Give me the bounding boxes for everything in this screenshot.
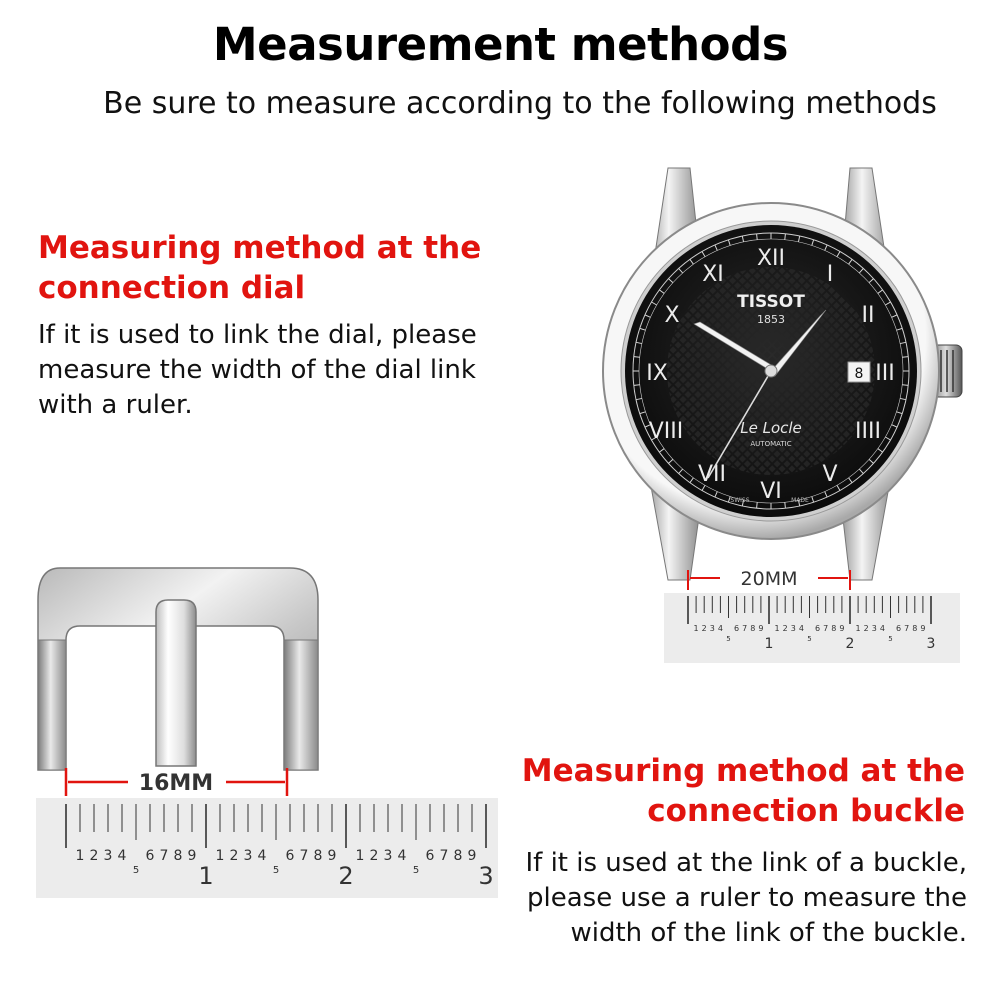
buckle-method-heading [510,751,965,831]
buckle-method-body: If it is used at the link of a buckle, please use a ruler to measure the width of the link of the buckle. [525,848,967,948]
buckle-ruler [36,760,498,900]
page-title: Measurement methods [212,18,789,71]
ruler-digit: 6 [896,624,902,633]
buckle-heading-line2: connection buckle [647,793,965,829]
ruler-digit: 6 [815,624,821,633]
watch-swiss: SWISS [730,497,750,504]
ruler-digit: 2 [89,848,99,864]
ruler-number: 1 [764,636,774,652]
ruler-digit: 2 [863,624,869,633]
ruler-digit: 5 [412,865,420,876]
ruler-digit: 9 [920,624,926,633]
ruler-digit: 3 [243,848,253,864]
watch-made: MADE [791,497,809,504]
watch-automatic: AUTOMATIC [750,440,792,448]
svg-text:XII: XII [756,246,786,271]
ruler-digit: 6 [145,848,155,864]
ruler-digit: 7 [742,624,748,633]
dial-method-heading [38,228,498,308]
ruler-digit: 1 [855,624,861,633]
watch-ruler [664,568,964,665]
ruler-digit: 5 [888,635,893,643]
ruler-digit: 9 [327,848,337,864]
ruler-digit: 7 [823,624,829,633]
ruler-digit: 9 [467,848,477,864]
ruler-digit: 8 [831,624,837,633]
ruler-digit: 9 [187,848,197,864]
buckle-heading-line1: Measuring method at the [521,753,965,789]
ruler-digit: 5 [726,635,731,643]
ruler-digit: 2 [229,848,239,864]
dial-heading-line1: Measuring method at the [38,230,482,266]
ruler-digit: 2 [369,848,379,864]
ruler-digit: 3 [709,624,715,633]
ruler-digit: 4 [397,848,407,864]
ruler-digit: 4 [257,848,267,864]
ruler-digit: 1 [75,848,85,864]
ruler-digit: 3 [790,624,796,633]
ruler-number: 3 [478,862,494,890]
svg-text:VII: VII [697,462,727,487]
ruler-digit: 1 [355,848,365,864]
ruler-digit: 2 [782,624,788,633]
dial-method-body: If it is used to link the dial, please measure the width of the dial link with a ruler. [38,320,477,420]
ruler-digit: 4 [117,848,127,864]
ruler-digit: 1 [774,624,780,633]
ruler-digit: 4 [717,624,723,633]
watch-brand: TISSOT [737,292,805,312]
ruler-digit: 8 [173,848,183,864]
ruler-digit: 6 [425,848,435,864]
svg-text:V: V [822,462,838,487]
ruler-number: 2 [845,636,855,652]
ruler-digit: 3 [871,624,877,633]
watch-script: Le Locle [740,419,802,437]
buckle-tongue [156,600,196,766]
ruler-digit: 8 [750,624,756,633]
ruler-digit: 1 [693,624,699,633]
ruler-digit: 3 [383,848,393,864]
dial-heading-line2: connection dial [38,270,306,306]
watch-measure-label: 20MM [740,568,798,590]
ruler-digit: 7 [159,848,169,864]
watch-year: 1853 [757,313,785,326]
ruler-digit: 6 [285,848,295,864]
svg-text:IX: IX [646,361,668,386]
svg-text:XI: XI [702,262,724,287]
svg-text:III: III [875,361,895,386]
date-value: 8 [854,366,864,382]
buckle-measure-label: 16MM [138,771,214,796]
svg-text:VI: VI [760,479,782,504]
ruler-digit: 7 [439,848,449,864]
ruler-digit: 5 [132,865,140,876]
ruler-digit: 1 [215,848,225,864]
svg-text:X: X [664,303,680,328]
ruler-digit: 9 [758,624,764,633]
page-subtitle: Be sure to measure according to the following methods [103,86,937,121]
ruler-digit: 5 [272,865,280,876]
svg-text:VIII: VIII [648,419,684,444]
ruler-digit: 8 [912,624,918,633]
ruler-digit: 2 [701,624,707,633]
ruler-digit: 9 [839,624,845,633]
ruler-digit: 3 [103,848,113,864]
ruler-digit: 7 [904,624,910,633]
ruler-digit: 8 [453,848,463,864]
ruler-digit: 4 [879,624,885,633]
svg-text:II: II [861,303,875,328]
ruler-number: 2 [338,862,354,890]
svg-text:I: I [826,262,834,287]
ruler-number: 3 [926,636,936,652]
ruler-digit: 5 [807,635,812,643]
ruler-digit: 7 [299,848,309,864]
ruler-digit: 4 [798,624,804,633]
ruler-number: 1 [198,862,214,890]
ruler-digit: 8 [313,848,323,864]
ruler-digit: 6 [734,624,740,633]
svg-text:IIII: IIII [855,419,881,444]
